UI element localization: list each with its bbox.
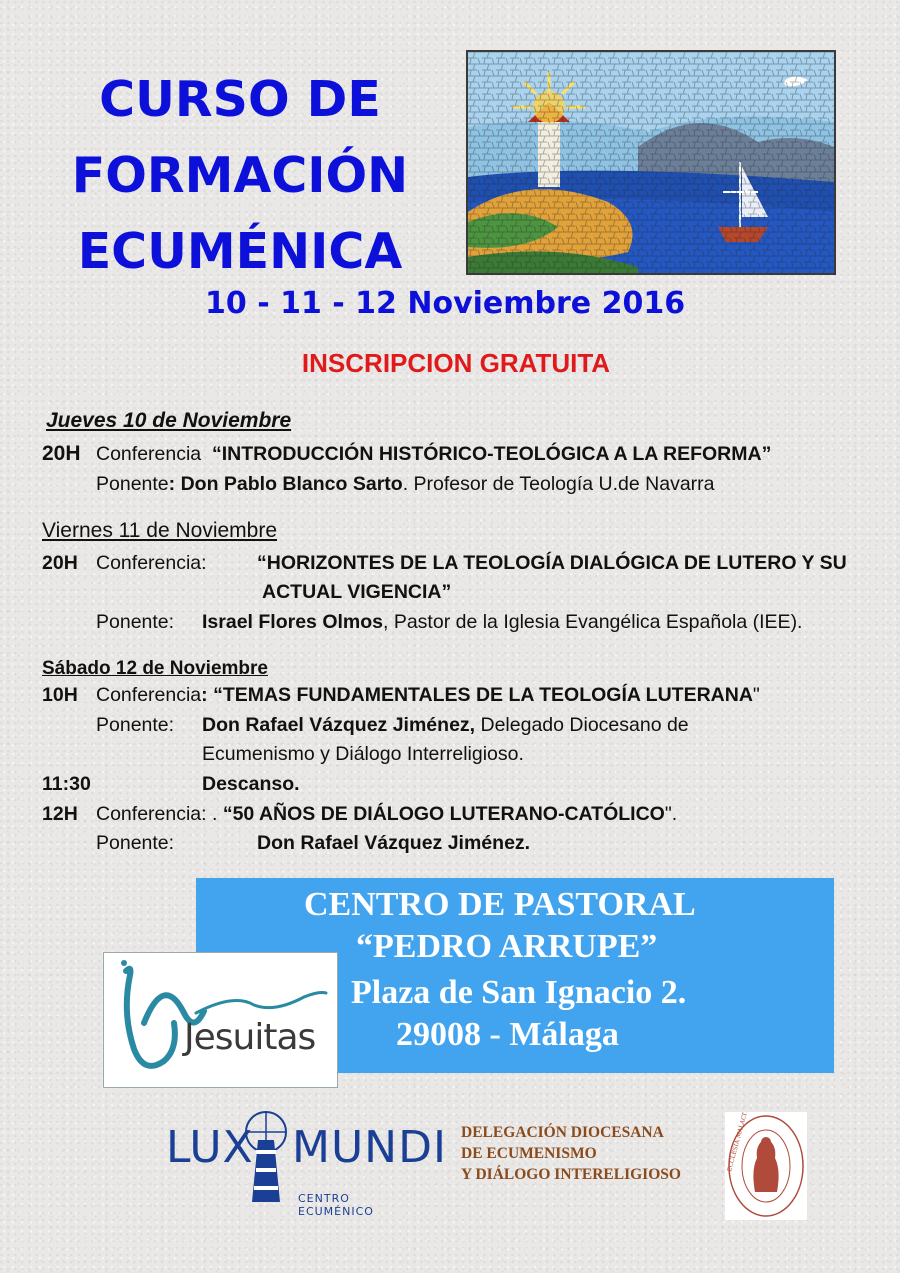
speaker-description: Delegado Diocesano de [475, 714, 689, 736]
course-title [30, 62, 450, 290]
thursday-heading: Jueves 10 de Noviembre [46, 409, 292, 432]
saturday-conference-2 [96, 800, 677, 829]
speaker-name: Don Pablo Blanco Sarto [180, 473, 403, 495]
saturday-heading: Sábado 12 de Noviembre [42, 658, 268, 679]
title-line-3: ECUMÉNICA [77, 223, 403, 280]
conference-title-end: ". [664, 803, 678, 825]
saturday-speaker-2-name: Don Rafael Vázquez Jiménez. [257, 832, 531, 854]
lighthouse-icon [242, 1110, 290, 1205]
delegation-text [461, 1122, 681, 1185]
venue-line-1: CENTRO DE PASTORAL [304, 886, 696, 923]
saturday-speaker-2-label: Ponente: [96, 832, 175, 854]
speaker-description: . Profesor de Teología U.de Navarra [402, 473, 715, 495]
seal-text: ECCLESIA MALACITANA [726, 1112, 754, 1173]
friday-speaker-label: Ponente: [96, 611, 175, 633]
speaker-name: Don Rafael Vázquez Jiménez, [202, 714, 476, 736]
saturday-time-12h: 12H [42, 803, 78, 825]
speaker-label: Ponente [96, 473, 169, 495]
thursday-conference [96, 440, 771, 469]
mosaic-lighthouse-image [466, 50, 836, 275]
conference-title-end: " [752, 684, 760, 706]
conference-label: Conferencia [96, 443, 202, 465]
venue-city: 29008 - Málaga [396, 1016, 619, 1053]
conference-label: Conferencia: . [96, 803, 223, 825]
diocesan-seal [725, 1112, 807, 1220]
saturday-speaker-1 [202, 711, 689, 740]
lux-mundi-word-left: LUX [166, 1122, 254, 1173]
thursday-time: 20H [42, 442, 81, 465]
lux-mundi-subtitle: CENTRO ECUMÉNICO [298, 1192, 374, 1218]
jesuitas-logo [103, 952, 338, 1088]
friday-speaker [202, 608, 802, 637]
conference-title: “INTRODUCCIÓN HISTÓRICO-TEOLÓGICA A LA REFORMA” [212, 443, 772, 465]
friday-heading: Viernes 11 de Noviembre [42, 519, 278, 542]
saturday-conference-1 [96, 681, 760, 710]
speaker-description: , Pastor de la Iglesia Evangélica Española (IEE). [383, 611, 803, 633]
lux-mundi-logo [160, 1108, 447, 1218]
saturday-time-10h: 10H [42, 684, 78, 706]
delegation-line-1: DELEGACIÓN DIOCESANA [461, 1124, 664, 1141]
delegation-line-3: Y DIÁLOGO INTERELIGIOSO [461, 1166, 681, 1183]
lux-mundi-word-right: MUNDI [292, 1122, 447, 1173]
saturday-speaker-1-description-2: Ecumenismo y Diálogo Interreligioso. [202, 743, 524, 765]
saturday-time-1130: 11:30 [42, 773, 91, 795]
friday-conference-title-1: “HORIZONTES DE LA TEOLOGÍA DIALÓGICA DE LUTERO Y SU [257, 552, 847, 574]
venue-line-2: “PEDRO ARRUPE” [356, 928, 658, 965]
speaker-sep: : [168, 473, 181, 495]
friday-conference-label: Conferencia: [96, 552, 207, 574]
break-label: Descanso. [202, 773, 300, 795]
course-dates: 10 - 11 - 12 Noviembre 2016 [205, 286, 686, 321]
conference-title: “50 AÑOS DE DIÁLOGO LUTERANO-CATÓLICO [222, 803, 665, 825]
jesuitas-wordmark: Jesuitas [184, 1017, 316, 1058]
conference-title: : “TEMAS FUNDAMENTALES DE LA TEOLOGÍA LUTERANA [201, 684, 753, 706]
title-line-2: FORMACIÓN [71, 147, 409, 204]
conference-label: Conferencia [96, 684, 202, 706]
friday-conference-title-2: ACTUAL VIGENCIA” [262, 581, 452, 603]
friday-time: 20H [42, 552, 78, 574]
title-line-1: CURSO DE [99, 71, 381, 128]
venue-address: Plaza de San Ignacio 2. [351, 974, 687, 1011]
speaker-name: Israel Flores Olmos [202, 611, 383, 633]
delegation-line-2: DE ECUMENISMO [461, 1145, 597, 1162]
registration-notice: INSCRIPCION GRATUITA [301, 348, 611, 378]
saturday-speaker-1-label: Ponente: [96, 714, 175, 736]
thursday-speaker [96, 470, 715, 499]
